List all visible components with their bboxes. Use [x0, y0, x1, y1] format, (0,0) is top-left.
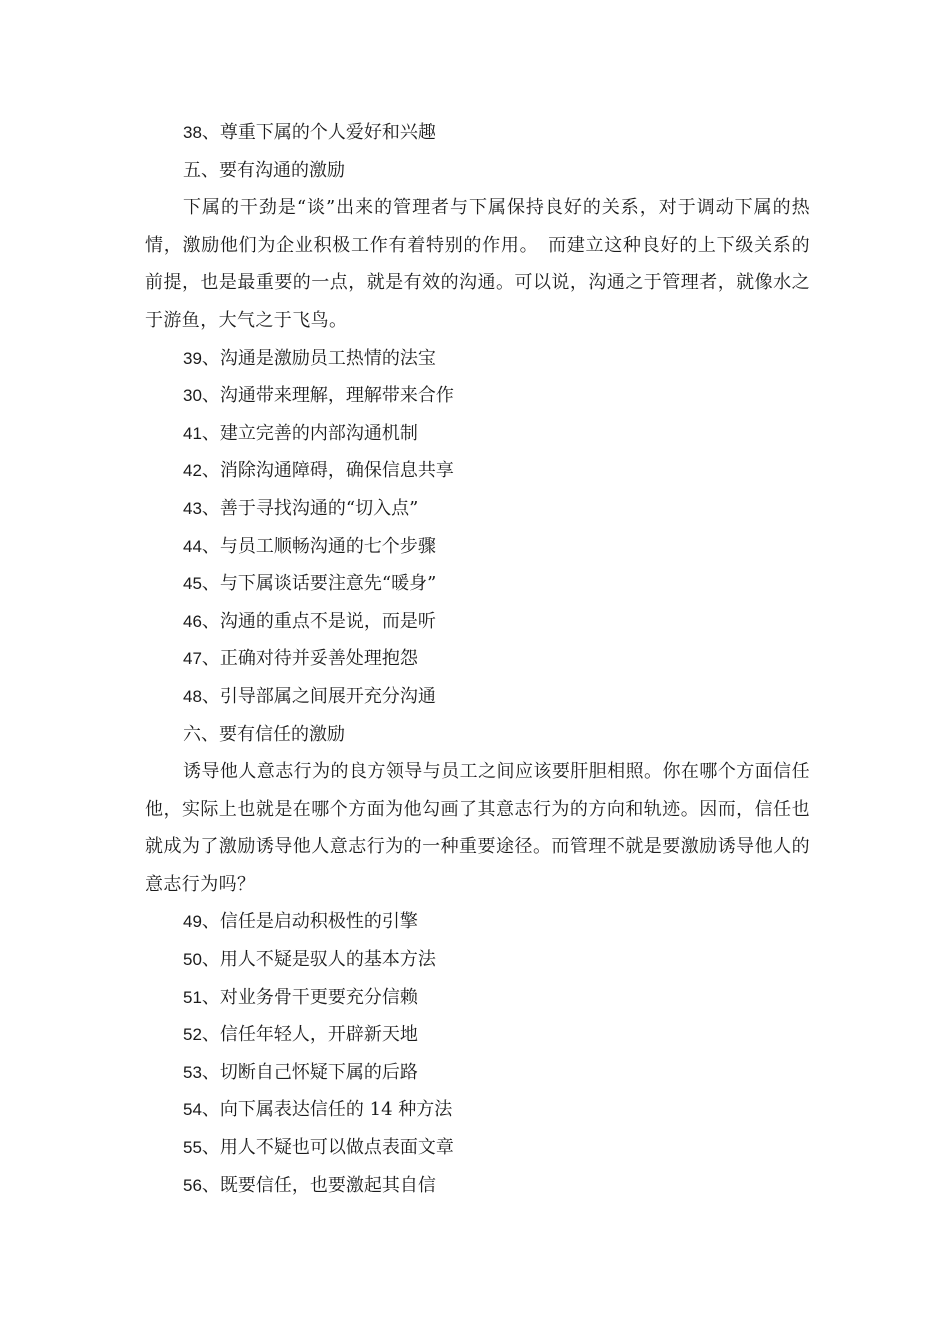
list-item: [145, 941, 810, 979]
item-text: 、沟通是激励员工热情的法宝: [201, 347, 436, 369]
item-number: 43: [183, 498, 202, 518]
item-number: 54: [183, 1100, 202, 1120]
list-item: [145, 903, 810, 941]
item-number: 46: [183, 611, 202, 631]
list-item: [145, 565, 810, 603]
item-number: 39: [183, 348, 202, 368]
list-item: [145, 1091, 810, 1129]
item-text: 、用人不疑是驭人的基本方法: [201, 949, 436, 971]
item-text: 、与员工顺畅沟通的七个步骤: [201, 535, 436, 557]
item-text: 、善于寻找沟通的“切入点”: [201, 497, 419, 519]
item-number: 44: [183, 536, 202, 556]
section-heading: 六、要有信任的激励: [183, 723, 345, 745]
item-number: 48: [183, 686, 202, 706]
item-number: 53: [183, 1062, 202, 1082]
item-number: 47: [183, 649, 202, 669]
list-item: [145, 1167, 810, 1205]
list-item: [145, 340, 810, 378]
list-item: [145, 678, 810, 716]
item-text: 、用人不疑也可以做点表面文章: [201, 1137, 454, 1159]
list-item: [145, 528, 810, 566]
item-number: 38: [183, 123, 202, 142]
item-text: 、与下属谈话要注意先“暖身”: [201, 573, 437, 595]
document-body: [145, 114, 810, 1204]
item-text: 、既要信任，也要激起其自信: [201, 1174, 436, 1196]
section-paragraph: 下属的干劲是“谈”出来的管理者与下属保持良好的关系，对于调动下属的热情，激励他们为企业积极工作有着特别的作用。 而建立这种良好的上下级关系的前提，也是最重要的一点，就是有效的沟通。可以说，沟通之于管理者，就像水之于游鱼，大气之于飞鸟。: [145, 197, 810, 331]
item-number: 49: [183, 912, 202, 932]
item-number: 55: [183, 1138, 202, 1158]
item-number: 52: [183, 1025, 202, 1045]
item-number: 45: [183, 574, 202, 594]
item-text: 、信任年轻人，开辟新天地: [201, 1024, 418, 1046]
section-paragraph: 诱导他人意志行为的良方领导与员工之间应该要肝胆相照。你在哪个方面信任他，实际上也就是在哪个方面为他勾画了其意志行为的方向和轨迹。因而，信任也就成为了激励诱导他人意志行为的一种重要途径。而管理不就是要激励诱导他人的意志行为吗？: [145, 761, 810, 895]
item-number: 50: [183, 950, 202, 970]
item-number: 56: [183, 1175, 202, 1195]
item-text: 、沟通带来理解，理解带来合作: [201, 385, 454, 407]
item-text: 、引导部属之间展开充分沟通: [201, 685, 436, 707]
list-item: [145, 1016, 810, 1054]
item-text: 、切断自己怀疑下属的后路: [201, 1061, 418, 1083]
item-text: 、信任是启动积极性的引擎: [201, 911, 418, 933]
item-number: 30: [183, 386, 202, 406]
item-text: 、向下属表达信任的 14 种方法: [201, 1099, 453, 1121]
list-item: [145, 603, 810, 641]
item-text: 、建立完善的内部沟通机制: [201, 422, 418, 444]
list-item: [145, 377, 810, 415]
item-text: 、尊重下属的个人爱好和兴趣: [201, 122, 436, 143]
list-item: [145, 979, 810, 1017]
list-item: [145, 1129, 810, 1167]
item-number: 51: [183, 987, 202, 1007]
list-item: [145, 1054, 810, 1092]
list-item: [145, 452, 810, 490]
item-text: 、消除沟通障碍，确保信息共享: [201, 460, 454, 482]
list-item: [145, 490, 810, 528]
section-heading: 五、要有沟通的激励: [183, 159, 345, 181]
item-text: 、沟通的重点不是说，而是听: [201, 610, 436, 632]
item-text: 、正确对待并妥善处理抱怨: [201, 648, 418, 670]
list-item: [145, 415, 810, 453]
item-text: 、对业务骨干更要充分信赖: [201, 986, 418, 1008]
list-item: [145, 114, 810, 152]
item-number: 42: [183, 461, 202, 481]
list-item: [145, 640, 810, 678]
item-number: 41: [183, 423, 202, 443]
